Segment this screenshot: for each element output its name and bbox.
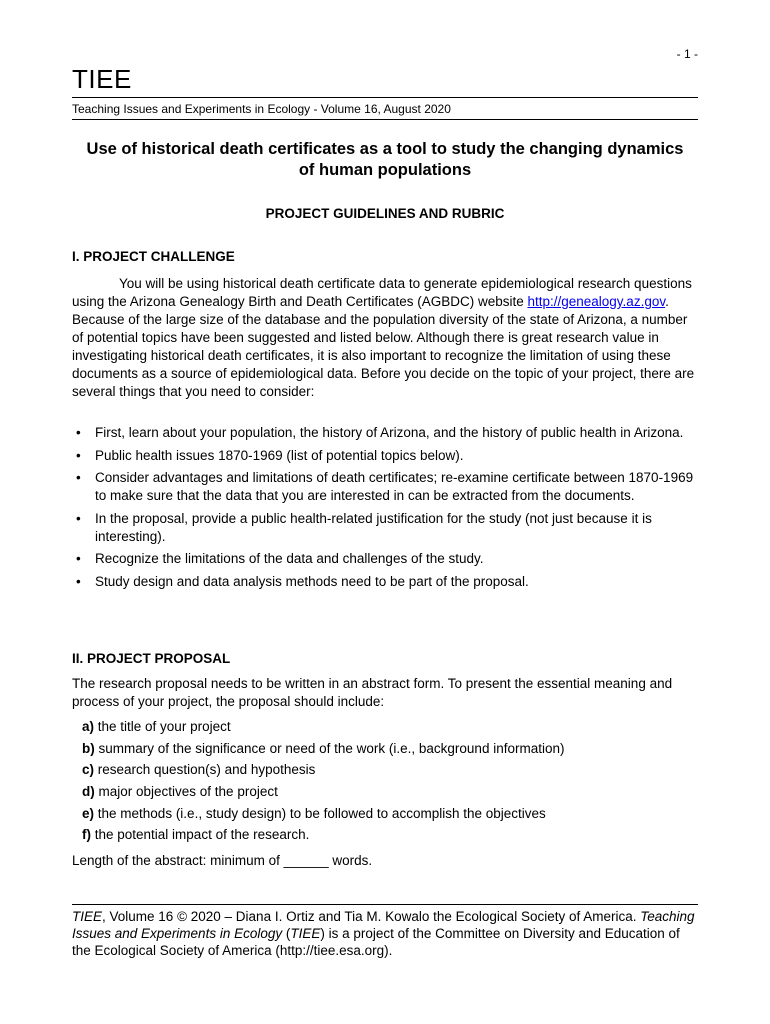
proposal-requirements-list [82, 718, 564, 848]
list-marker: e) [82, 805, 95, 821]
header-rule [72, 97, 698, 98]
page-number: - 1 - [676, 47, 698, 61]
footer-tiee-2: TIEE [290, 926, 321, 941]
header-subrule [72, 119, 698, 120]
list-item-text: Public health issues 1870-1969 (list of potential topics below). [95, 447, 464, 463]
footer-journal-name: Teaching Issues and Experiments in Ecology [72, 909, 695, 941]
bullet-icon: • [76, 447, 81, 463]
page-footer [72, 908, 698, 959]
list-marker: f) [82, 827, 91, 843]
list-item-text: In the proposal, provide a public health-related justification for the study (not just because it is interesting). [95, 510, 652, 544]
proposal-intro-paragraph: The research proposal needs to be written in an abstract form. To present the essential meaning and process of your project, the proposal should include: [72, 676, 673, 709]
list-item [72, 550, 698, 568]
list-item-text: research question(s) and hypothesis [94, 762, 316, 778]
list-item-text: summary of the significance or need of the work (i.e., background information) [94, 740, 565, 756]
footer-text-3: ) is a project of the Committee on Diversity and Education of the Ecological Society of America (http://tiee.esa.org). [72, 926, 680, 958]
list-marker: d) [82, 784, 95, 800]
article-title [72, 139, 698, 181]
footer-rule [72, 904, 698, 905]
list-marker: b) [82, 740, 95, 756]
list-item [82, 826, 564, 844]
bullet-icon: • [76, 470, 81, 485]
list-item-text: the title of your project [94, 719, 231, 734]
list-item-text: the methods (i.e., study design) to be followed to accomplish the objectives [94, 805, 546, 821]
list-item [82, 761, 564, 779]
list-item [82, 783, 564, 801]
list-item [72, 469, 698, 505]
journal-full-title: Teaching Issues and Experiments in Ecology - Volume 16, August 2020 [72, 102, 451, 116]
list-item [72, 573, 698, 591]
list-item [72, 447, 698, 465]
article-title-line1: Use of historical death certificates as a tool to study the changing dynamics [86, 140, 684, 158]
challenge-intro-text-before: You will be using historical death certificate data to generate epidemiological research questions using the Arizona Genealogy Birth and Death Certificates (AGBDC) website [72, 276, 692, 309]
abstract-length-note: Length of the abstract: minimum of ______ words. [72, 853, 373, 868]
list-item-text: the potential impact of the research. [91, 827, 310, 843]
footer-tiee: TIEE [72, 909, 103, 924]
list-item [82, 805, 564, 823]
list-item [82, 740, 564, 758]
list-marker: a) [82, 719, 95, 734]
list-item-text: major objectives of the project [94, 784, 278, 800]
bullet-icon: • [76, 551, 81, 566]
list-item-text: First, learn about your population, the history of Arizona, and the history of public health in Arizona. [95, 425, 684, 440]
list-item [72, 424, 698, 442]
bullet-icon: • [76, 425, 81, 440]
section-heading-proposal: II. PROJECT PROPOSAL [72, 651, 231, 666]
bullet-icon: • [76, 510, 81, 526]
footer-text-2: ( [282, 926, 291, 941]
list-item [72, 510, 698, 546]
list-item-text: Recognize the limitations of the data and challenges of the study. [95, 551, 484, 566]
list-marker: c) [82, 762, 95, 778]
genealogy-website-link[interactable]: http://genealogy.az.gov [527, 294, 666, 309]
article-title-line2: of human populations [298, 161, 472, 179]
journal-short-title: TIEE [72, 64, 132, 94]
list-item-text: Study design and data analysis methods need to be part of the proposal. [95, 573, 529, 589]
challenge-intro-paragraph [72, 275, 698, 401]
footer-text-1: , Volume 16 © 2020 – Diana I. Ortiz and Tia M. Kowalo the Ecological Society of America. [102, 909, 641, 924]
considerations-list [72, 424, 698, 595]
list-item-text: Consider advantages and limitations of death certificates; re-examine certificate between 1870-1969 to make sure that the data that you are interested in can be extracted from the documents. [95, 470, 694, 503]
bullet-icon: • [76, 573, 81, 589]
challenge-intro-text-after: . Because of the large size of the database and the population diversity of the state of Arizona, a number of potential topics have been suggested and listed below. Although there is great research value in investigating historical death certificates, it is also important to recognize the limitation of using these documents as a source of epidemiological data. Before you decide on the topic of your project, there are several things that you need to consider: [72, 294, 695, 399]
list-item [82, 718, 564, 736]
document-subtitle: PROJECT GUIDELINES AND RUBRIC [265, 206, 505, 221]
section-heading-challenge: I. PROJECT CHALLENGE [72, 249, 235, 264]
